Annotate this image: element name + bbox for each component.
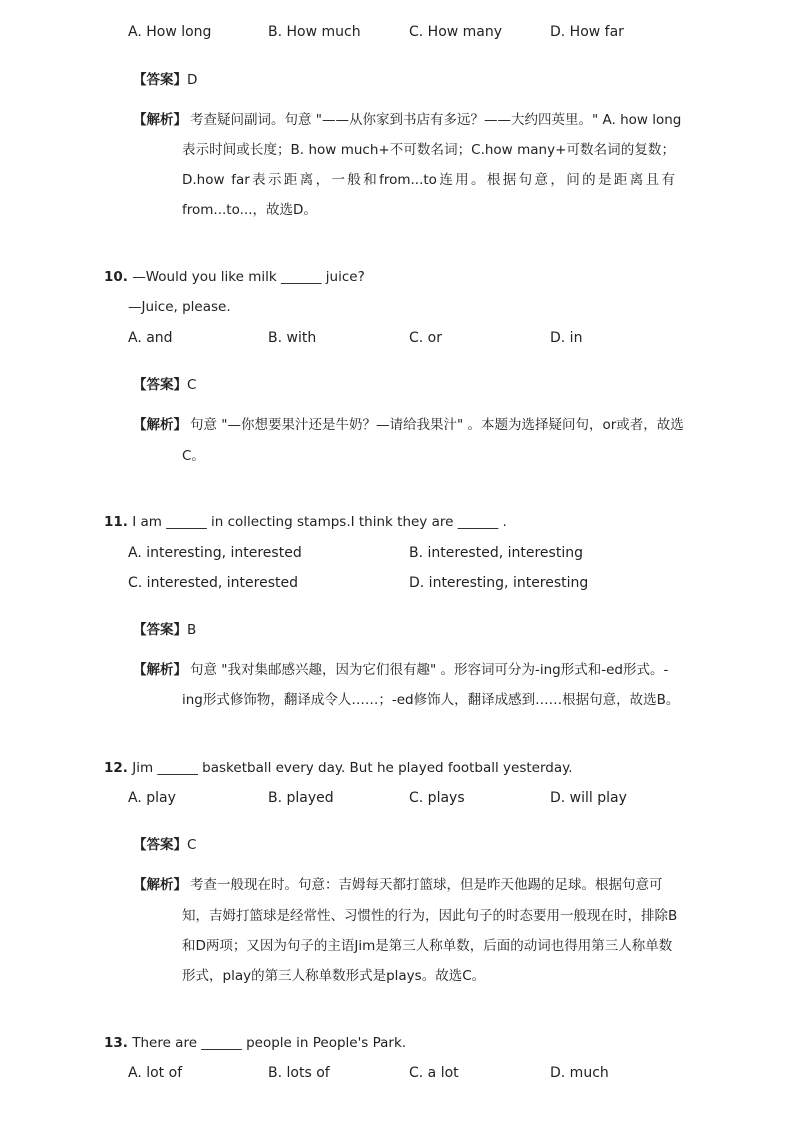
- answer-value: C: [187, 837, 197, 853]
- answer-value: B: [187, 622, 197, 638]
- answer-value: D: [187, 72, 198, 88]
- explanation-line: 和D两项；又因为句子的主语Jim是第三人称单数，后面的动词也得用第三人称单数: [182, 938, 673, 954]
- answer-row: [133, 620, 196, 640]
- option-b: B. played: [268, 790, 334, 806]
- explanation-line: 句意 "—你想要果汁还是牛奶？—请给我果汁" 。本题为选择疑问句，or或者，故选: [190, 417, 684, 433]
- option-b: B. lots of: [268, 1065, 330, 1081]
- question-number: 10.: [104, 269, 128, 285]
- question-stem: [104, 512, 507, 532]
- option-c: C. How many: [409, 24, 503, 40]
- question-stem: [104, 1033, 406, 1053]
- explanation-label: 【解析】: [133, 417, 187, 433]
- answer-label: 【答案】: [133, 72, 187, 88]
- explanation-line: 句意 "我对集邮感兴趣，因为它们很有趣" 。形容词可分为-ing形式和-ed形式。-: [190, 662, 669, 678]
- option-b: B. with: [268, 330, 317, 346]
- option-a: A. interesting, interested: [128, 545, 302, 561]
- option-a: A. How long: [128, 24, 212, 40]
- explanation-line: 考查疑问副词。句意 "——从你家到书店有多远？——大约四英里。" A. how long: [190, 112, 682, 128]
- option-d: D. How far: [550, 24, 624, 40]
- option-d: D. interesting, interesting: [409, 575, 589, 591]
- option-d: D. will play: [550, 790, 627, 806]
- option-b: B. interested, interesting: [409, 545, 583, 561]
- answer-label: 【答案】: [133, 837, 187, 853]
- answer-label: 【答案】: [133, 377, 187, 393]
- question-text-line2: —Juice, please.: [128, 299, 231, 315]
- explanation-line: ing形式修饰物，翻译成令人……；-ed修饰人，翻译成感到……根据句意，故选B。: [182, 692, 680, 708]
- explanation-line: 考查一般现在时。句意：吉姆每天都打篮球，但是昨天他踢的足球。根据句意可: [190, 877, 663, 893]
- option-c: C. a lot: [409, 1065, 459, 1081]
- answer-row: [133, 375, 196, 395]
- explanation-line: D.how far表示距离，一般和from...to连用。根据句意，问的是距离且有: [182, 172, 675, 188]
- option-c: C. interested, interested: [128, 575, 298, 591]
- question-stem: [104, 758, 573, 778]
- explanation-line: 表示时间或长度；B. how much+不可数名词；C.how many+可数名词的复数；: [182, 142, 675, 158]
- option-d: D. in: [550, 330, 583, 346]
- answer-row: [133, 835, 196, 855]
- question-text: There are ______ people in People's Park.: [132, 1035, 407, 1051]
- option-c: C. plays: [409, 790, 465, 806]
- answer-value: C: [187, 377, 197, 393]
- answer-row: [133, 70, 197, 90]
- explanation-line: 形式，play的第三人称单数形式是plays。故选C。: [182, 968, 486, 984]
- option-a: A. and: [128, 330, 173, 346]
- question-text: I am ______ in collecting stamps.I think they are ______ .: [132, 514, 507, 530]
- explanation-label: 【解析】: [133, 877, 187, 893]
- explanation-line: C。: [182, 448, 205, 464]
- question-number: 11.: [104, 514, 128, 530]
- question-stem: [104, 267, 365, 287]
- explanation-label: 【解析】: [133, 112, 187, 128]
- explanation-line: 知，吉姆打篮球是经常性、习惯性的行为，因此句子的时态要用一般现在时，排除B: [182, 908, 678, 924]
- answer-label: 【答案】: [133, 622, 187, 638]
- option-a: A. play: [128, 790, 176, 806]
- option-d: D. much: [550, 1065, 609, 1081]
- option-c: C. or: [409, 330, 442, 346]
- option-a: A. lot of: [128, 1065, 183, 1081]
- explanation-line: from...to...，故选D。: [182, 202, 317, 218]
- question-text: Jim ______ basketball every day. But he played football yesterday.: [132, 760, 573, 776]
- question-number: 13.: [104, 1035, 128, 1051]
- explanation-label: 【解析】: [133, 662, 187, 678]
- question-number: 12.: [104, 760, 128, 776]
- option-b: B. How much: [268, 24, 361, 40]
- question-text: —Would you like milk ______ juice?: [132, 269, 365, 285]
